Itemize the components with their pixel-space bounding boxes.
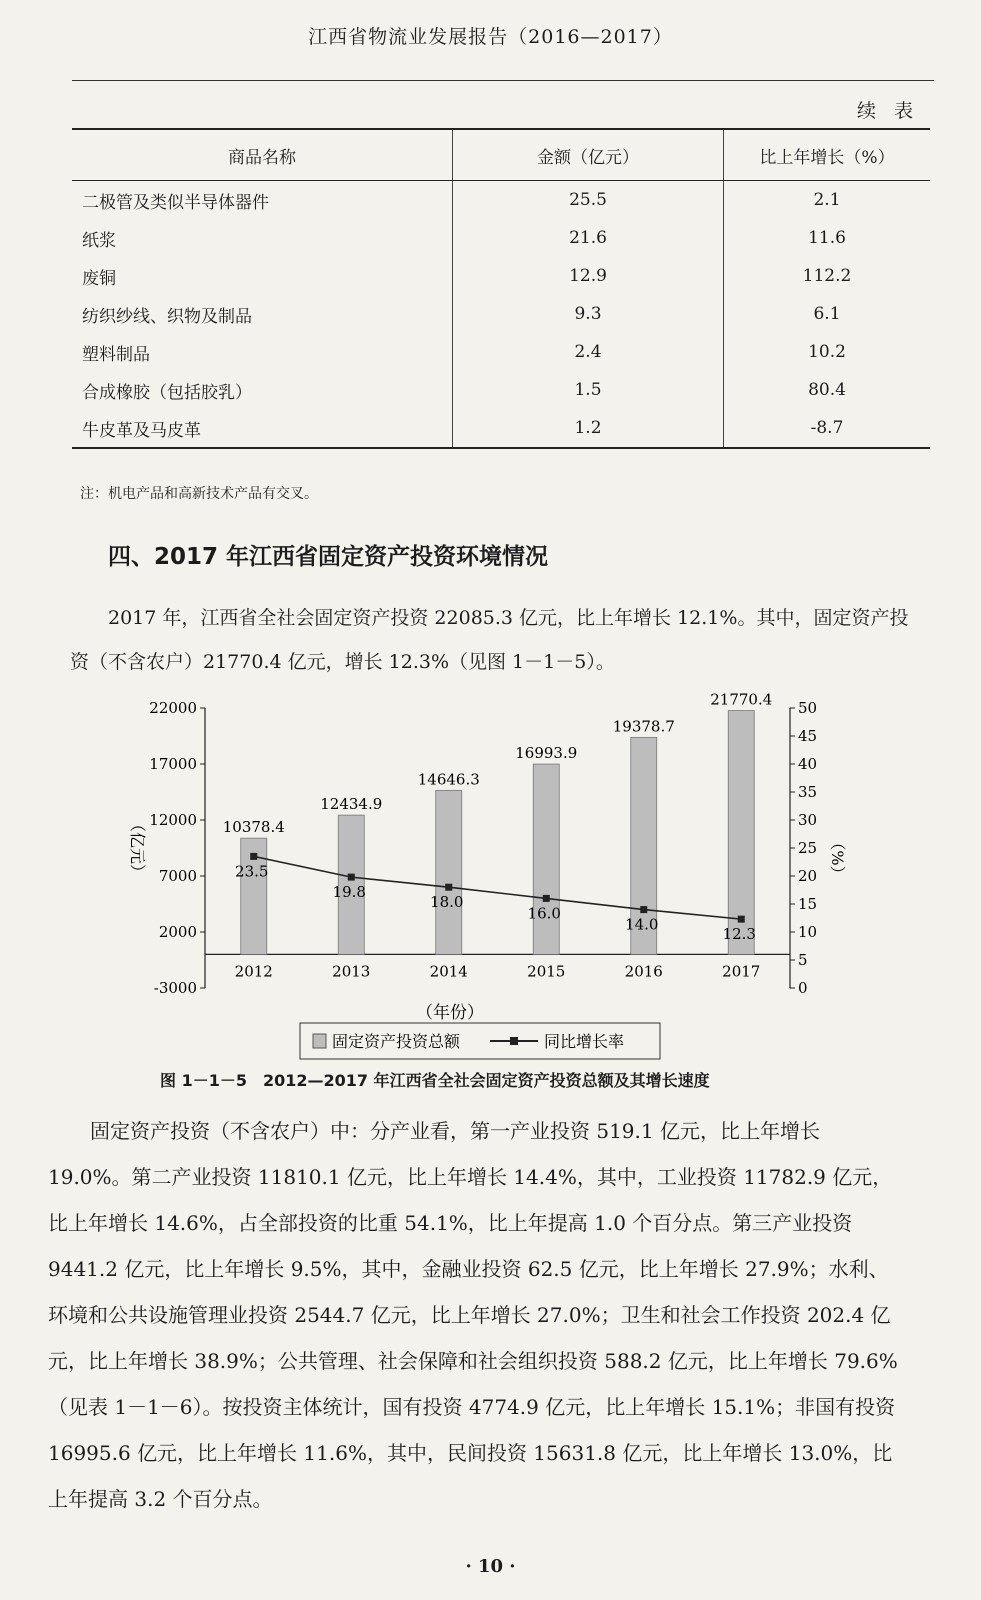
x-axis-label: （年份）: [416, 1003, 484, 1023]
growth-value-label: 19.8: [332, 883, 366, 902]
table-row: [72, 219, 930, 257]
y-tick-label-right: 30: [798, 811, 818, 829]
cell-growth: -8.7: [724, 409, 931, 448]
column-header-growth: 比上年增长（%）: [724, 129, 931, 181]
y-tick-label-right: 15: [798, 895, 818, 913]
cell-name: 合成橡胶（包括胶乳）: [72, 371, 453, 409]
bar-value-label: 12434.9: [320, 795, 383, 814]
y-tick-label-right: 45: [798, 727, 818, 745]
growth-value-label: 14.0: [625, 915, 659, 934]
cell-name: 废铜: [72, 257, 453, 295]
y-tick-label-right: 5: [798, 951, 808, 969]
growth-value-label: 23.5: [235, 862, 269, 881]
cell-growth: 2.1: [813, 190, 841, 210]
bar-value-label: 19378.7: [612, 717, 675, 736]
bar-value-label: 21770.4: [710, 690, 773, 709]
y-axis-label-left: （亿元）: [128, 815, 147, 881]
table-note: 注：机电产品和高新技术产品有交叉。: [80, 486, 318, 502]
growth-value-label: 12.3: [722, 925, 756, 944]
products-table: [72, 128, 930, 449]
running-header: 江西省物流业发展报告（2016—2017）: [308, 26, 673, 48]
cell-amount: 2.4: [453, 333, 724, 371]
y-tick-label-right: 40: [798, 755, 818, 773]
growth-marker: [445, 884, 452, 891]
cell-name: 牛皮革及马皮革: [72, 409, 453, 448]
legend: [300, 1023, 660, 1059]
cell-amount: 9.3: [453, 295, 724, 333]
growth-marker: [348, 874, 355, 881]
growth-value-label: 16.0: [527, 904, 561, 923]
bar-value-label: 10378.4: [222, 818, 285, 837]
y-tick-label-right: 0: [798, 979, 808, 997]
y-tick-label-left: 22000: [149, 699, 197, 717]
x-tick-label: 2014: [429, 962, 468, 981]
bar: [436, 790, 462, 954]
investment-chart: [110, 688, 847, 1063]
cell-name: 纺织纱线、织物及制品: [72, 295, 453, 333]
x-tick-label: 2013: [332, 962, 371, 981]
cell-growth: 10.2: [808, 342, 846, 362]
y-tick-label-left: 7000: [158, 867, 197, 885]
growth-line: [254, 856, 742, 919]
x-tick-label: 2012: [234, 962, 273, 981]
table-row: [72, 409, 930, 448]
cell-name: 纸浆: [72, 219, 453, 257]
table-header-row: [72, 129, 930, 181]
growth-marker: [543, 895, 550, 902]
x-tick-label: 2016: [624, 962, 663, 981]
table-row: [72, 333, 930, 371]
cell-amount: 25.5: [453, 181, 724, 220]
growth-marker: [250, 853, 257, 860]
cell-name: 二极管及类似半导体器件: [72, 181, 453, 220]
section-heading: 四、2017 年江西省固定资产投资环境情况: [108, 544, 549, 570]
cell-amount: 12.9: [453, 257, 724, 295]
figure-caption: 图 1－1－5 2012—2017 年江西省全社会固定资产投资总额及其增长速度: [160, 1071, 710, 1090]
y-axis-label-right: （%）: [828, 834, 847, 882]
y-tick-label-right: 35: [798, 783, 818, 801]
cell-growth: 80.4: [808, 380, 846, 400]
legend-bar-swatch: [313, 1034, 326, 1048]
table-row: [72, 295, 930, 333]
cell-growth: 6.1: [813, 304, 841, 324]
paragraph-investment-summary: 2017 年，江西省全社会固定资产投资 22085.3 亿元，比上年增长 12.1%。其中，固定资产投资（不含农户）21770.4 亿元，增长 12.3%（见图 1－1－5）。: [70, 607, 909, 673]
legend-line-label: 同比增长率: [544, 1032, 625, 1051]
y-tick-label-left: -3000: [153, 979, 197, 997]
cell-growth: 112.2: [802, 266, 852, 286]
paragraph-investment-breakdown: 固定资产投资（不含农户）中：分产业看，第一产业投资 519.1 亿元，比上年增长19.0%。第二产业投资 11810.1 亿元，比上年增长 14.4%，其中，工业投资 11782.9 亿元，比上年增长 14.6%，占全部投资的比重 54.1%，比上年提高 1.0 个百分点。第三产业投资 9441.2 亿元，比上年增长 9.5%，其中，金融业投资 62.5 亿元，比上年增长 27.9%；水利、环境和公共设施管理业投资 2544.7 亿元，比上年增长 27.0%；卫生和社会工作投资 202.4 亿元，比上年增长 38.9%；公共管理、社会保障和社会组织投资 588.2 亿元，比上年增长 79.6%（见表 1－1－6）。按投资主体统计，国有投资 4774.9 亿元，比上年增长 15.1%；非国有投资 16995.6 亿元，比上年增长 11.6%，其中，民间投资 15631.8 亿元，比上年增长 13.0%，比上年提高 3.2 个百分点。: [48, 1119, 898, 1511]
page-number: · 10 ·: [465, 1556, 516, 1577]
cell-amount: 1.5: [453, 371, 724, 409]
growth-marker: [640, 906, 647, 913]
growth-value-label: 18.0: [430, 893, 464, 912]
y-tick-label-right: 20: [798, 867, 818, 885]
x-tick-label: 2015: [527, 962, 566, 981]
y-tick-label-left: 17000: [149, 755, 197, 773]
table-row: [72, 257, 930, 295]
y-tick-label-left: 12000: [149, 811, 197, 829]
y-tick-label-right: 10: [798, 923, 818, 941]
x-tick-label: 2017: [722, 962, 761, 981]
y-tick-label-right: 50: [798, 699, 818, 717]
growth-marker: [738, 916, 745, 923]
table-row: [72, 371, 930, 409]
legend-bar-label: 固定资产投资总额: [332, 1032, 461, 1051]
legend-line-marker: [510, 1037, 518, 1045]
cell-name: 塑料制品: [72, 333, 453, 371]
continued-label: 续 表: [856, 100, 919, 122]
cell-amount: 21.6: [453, 219, 724, 257]
column-header-amount: 金额（亿元）: [453, 129, 724, 181]
table-row: [72, 181, 930, 220]
cell-growth: 11.6: [808, 228, 846, 248]
cell-amount: 1.2: [453, 409, 724, 448]
y-tick-label-left: 2000: [158, 923, 197, 941]
y-tick-label-right: 25: [798, 839, 818, 857]
bar: [533, 764, 559, 954]
plot-area: [149, 691, 817, 997]
header-rule: [72, 80, 934, 81]
bar-value-label: 14646.3: [417, 770, 480, 789]
column-header-name: 商品名称: [72, 129, 453, 181]
bar-value-label: 16993.9: [515, 744, 578, 763]
